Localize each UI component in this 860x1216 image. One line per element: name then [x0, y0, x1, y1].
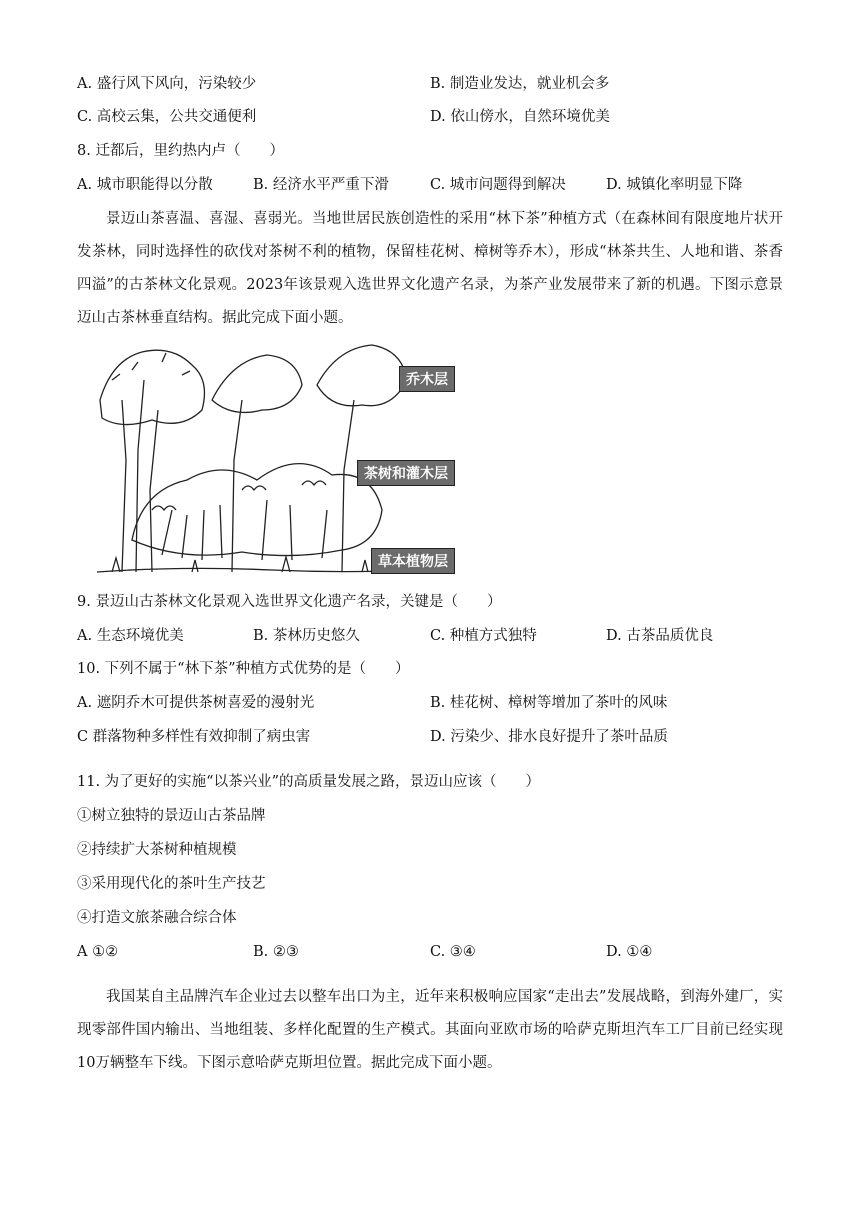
option-8d: D. 城镇化率明显下降 [606, 177, 743, 193]
question-11-stem: 11. 为了更好的实施“以茶兴业”的高质量发展之路，景迈山应该（ ） [77, 774, 540, 790]
option-10a: A. 遮阴乔木可提供茶树喜爱的漫射光 [77, 695, 315, 711]
layer-label-tea-shrub: 茶树和灌木层 [357, 460, 455, 486]
option-8c: C. 城市问题得到解决 [430, 177, 566, 193]
option-7b: B. 制造业发达，就业机会多 [430, 76, 610, 92]
option-9a: A. 生态环境优美 [77, 628, 184, 644]
option-9c: C. 种植方式独特 [430, 628, 537, 644]
option-10d: D. 污染少、排水良好提升了茶叶品质 [430, 729, 668, 745]
option-9d: D. 古茶品质优良 [606, 628, 714, 644]
option-9b: B. 茶林历史悠久 [253, 628, 360, 644]
passage-jingmai: 景迈山茶喜温、喜湿、喜弱光。当地世居民族创造性的采用“林下茶”种植方式（在森林间有限度地片状开发茶林，同时选择性的砍伐对茶树不利的植物，保留桂花树、樟树等乔木），形成“林茶共生、人地和谐、茶香四溢”的古茶林文化景观。2023年该景观入选世界文化遗产名录，为茶产业发展带来了新的机遇。下图示意景迈山古茶林垂直结构。据此完成下面小题。 [77, 211, 783, 326]
question-10-stem: 10. 下列不属于“林下茶”种植方式优势的是（ ） [77, 661, 410, 677]
option-8b: B. 经济水平严重下滑 [253, 177, 389, 193]
option-11b: B. ②③ [253, 944, 299, 960]
option-10c: C 群落物种多样性有效抑制了病虫害 [77, 729, 311, 745]
option-11d: D. ①④ [606, 944, 653, 960]
statement-3: ③采用现代化的茶叶生产技艺 [77, 876, 266, 892]
layer-label-herb: 草本植物层 [371, 548, 455, 574]
question-8-stem: 8. 迁都后，里约热内卢（ ） [77, 143, 284, 159]
passage-kazakhstan: 我国某自主品牌汽车企业过去以整车出口为主，近年来积极响应国家“走出去”发展战略，到海外建厂，实现零部件国内输出、当地组装、多样化配置的生产模式。其面向亚欧市场的哈萨克斯坦汽车工厂目前已经实现10万辆整车下线。下图示意哈萨克斯坦位置。据此完成下面小题。 [77, 989, 783, 1071]
statement-1: ①树立独特的景迈山古茶品牌 [77, 808, 266, 824]
option-7d: D. 依山傍水，自然环境优美 [430, 109, 610, 125]
option-7a: A. 盛行风下风向，污染较少 [77, 76, 257, 92]
option-8a: A. 城市职能得以分散 [77, 177, 213, 193]
option-11a: A ①② [77, 944, 119, 960]
statement-2: ②持续扩大茶树种植规模 [77, 842, 237, 858]
option-10b: B. 桂花树、樟树等增加了茶叶的风味 [430, 695, 668, 711]
option-7c: C. 高校云集，公共交通便利 [77, 109, 257, 125]
statement-4: ④打造文旅茶融合综合体 [77, 910, 237, 926]
question-9-stem: 9. 景迈山古茶林文化景观入选世界文化遗产名录，关键是（ ） [77, 594, 502, 610]
tea-forest-structure-figure [92, 340, 457, 580]
option-11c: C. ③④ [430, 944, 476, 960]
layer-label-tree: 乔木层 [399, 366, 455, 392]
